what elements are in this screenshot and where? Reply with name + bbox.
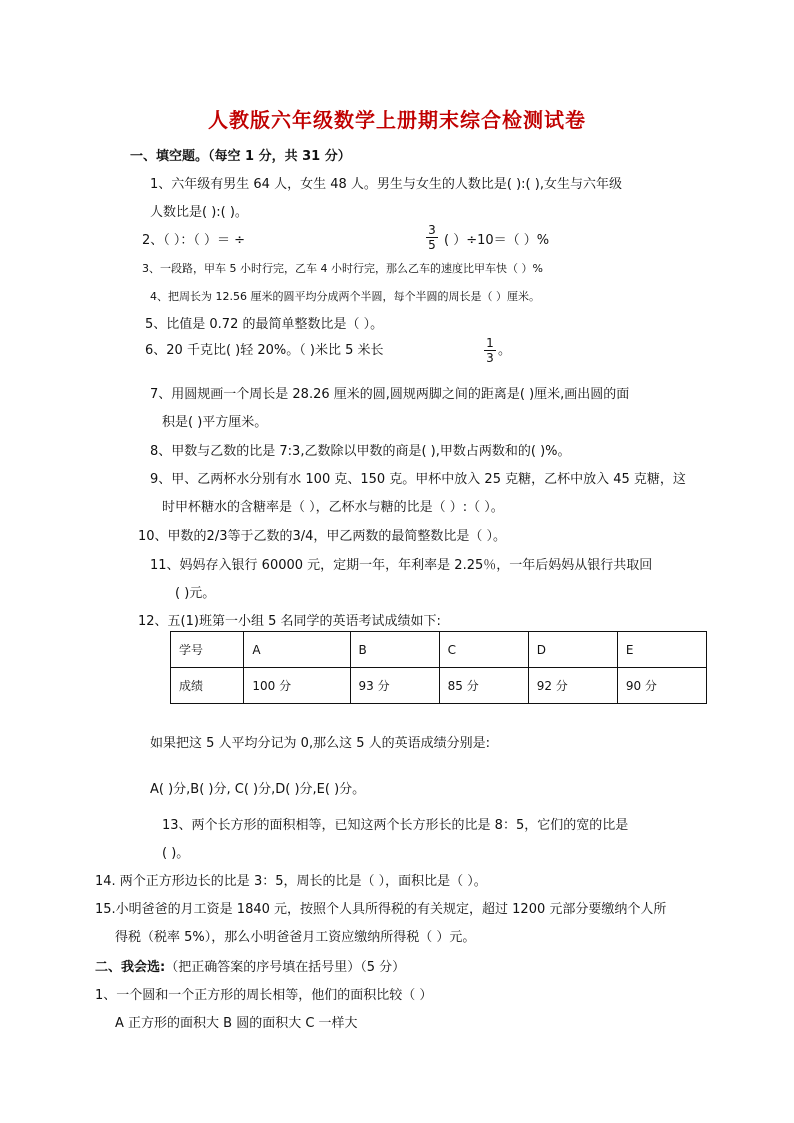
question-12-answers: A( )分,B( )分, C( )分,D( )分,E( )分。 [150, 782, 366, 797]
table-cell: D [528, 632, 617, 668]
section2-heading-rest: （把正确答案的序号填在括号里）（5 分） [165, 960, 406, 975]
section2-heading [95, 959, 405, 977]
question-11-line2: ( )元。 [175, 586, 216, 601]
fraction-denominator: 5 [426, 237, 438, 252]
question-2-right: ( ）÷10＝（ ）% [444, 233, 550, 248]
section1-heading: 一、填空题。（每空 1 分，共 31 分） [130, 149, 351, 164]
question-3: 3、一段路，甲车 5 小时行完，乙车 4 小时行完，那么乙车的速度比甲车快（ ）% [142, 262, 543, 275]
question-1-line1: 1、六年级有男生 64 人，女生 48 人。男生与女生的人数比是( ):( ),女生与六年级 [150, 177, 622, 192]
fraction-denominator: 3 [484, 350, 496, 365]
question-5: 5、比值是 0.72 的最简单整数比是（ ）。 [145, 317, 384, 332]
section2-heading-bold: 二、我会选: [95, 960, 166, 975]
question-1-line2: 人数比是( ):( )。 [150, 205, 248, 220]
section2-question-1: 1、一个圆和一个正方形的周长相等，他们的面积比较（ ） [95, 988, 433, 1003]
table-cell: 100 分 [244, 668, 350, 704]
section2-question-1-options: A 正方形的面积大 B 圆的面积大 C 一样大 [115, 1016, 358, 1031]
table-cell: 学号 [171, 632, 244, 668]
table-cell: 90 分 [617, 668, 706, 704]
question-2-fraction [426, 223, 438, 252]
table-cell: B [350, 632, 439, 668]
question-2-left: 2、（ ）：（ ）＝ ÷ [142, 233, 246, 248]
table-cell: A [244, 632, 350, 668]
question-7-line2: 积是( )平方厘米。 [162, 415, 268, 430]
question-4: 4、把周长为 12.56 厘米的圆平均分成两个半圆，每个半圆的周长是（ ）厘米。 [150, 290, 540, 303]
table-cell: C [439, 632, 528, 668]
question-13-line1: 13、两个长方形的面积相等，已知这两个长方形长的比是 8：5，它们的宽的比是 [162, 818, 629, 833]
question-9-line2: 时甲杯糖水的含糖率是（ ），乙杯水与糖的比是（ ）:（ ）。 [162, 500, 504, 515]
table-cell: 93 分 [350, 668, 439, 704]
question-8: 8、甲数与乙数的比是 7:3,乙数除以甲数的商是( ),甲数占两数和的( )%。 [150, 444, 571, 459]
table-cell: E [617, 632, 706, 668]
fraction-numerator: 3 [428, 223, 436, 237]
table-row [171, 632, 707, 668]
question-12: 12、五(1)班第一小组 5 名同学的英语考试成绩如下: [138, 614, 441, 629]
question-9-line1: 9、甲、乙两杯水分别有水 100 克、150 克。甲杯中放入 25 克糖，乙杯中放入 45 克糖，这 [150, 472, 686, 487]
question-13-line2: ( )。 [162, 846, 190, 861]
question-10: 10、甲数的2/3等于乙数的3/4，甲乙两数的最简整数比是（ ）。 [138, 529, 507, 544]
table-row [171, 668, 707, 704]
score-table [170, 631, 707, 704]
question-6-right: 。 [498, 343, 512, 358]
question-6-fraction [484, 336, 496, 365]
question-7-line1: 7、用圆规画一个周长是 28.26 厘米的圆,圆规两脚之间的距离是( )厘米,画出圆的面 [150, 387, 630, 402]
table-cell: 92 分 [528, 668, 617, 704]
question-14: 14. 两个正方形边长的比是 3：5，周长的比是（ ），面积比是（ ）。 [95, 874, 487, 889]
table-cell: 85 分 [439, 668, 528, 704]
question-6-left: 6、20 千克比( )轻 20%。（ )米比 5 米长 [145, 343, 384, 358]
question-15-line2: 得税（税率 5%），那么小明爸爸月工资应缴纳所得税（ ）元。 [115, 930, 476, 945]
page-title: 人教版六年级数学上册期末综合检测试卷 [208, 108, 586, 132]
fraction-numerator: 1 [486, 336, 494, 350]
question-11-line1: 11、妈妈存入银行 60000 元，定期一年，年利率是 2.25％，一年后妈妈从银行共取回 [150, 558, 653, 573]
question-12-note: 如果把这 5 人平均分记为 0,那么这 5 人的英语成绩分别是: [150, 736, 490, 751]
question-15-line1: 15.小明爸爸的月工资是 1840 元，按照个人具所得税的有关规定，超过 1200 元部分要缴纳个人所 [95, 902, 667, 917]
table-cell: 成绩 [171, 668, 244, 704]
